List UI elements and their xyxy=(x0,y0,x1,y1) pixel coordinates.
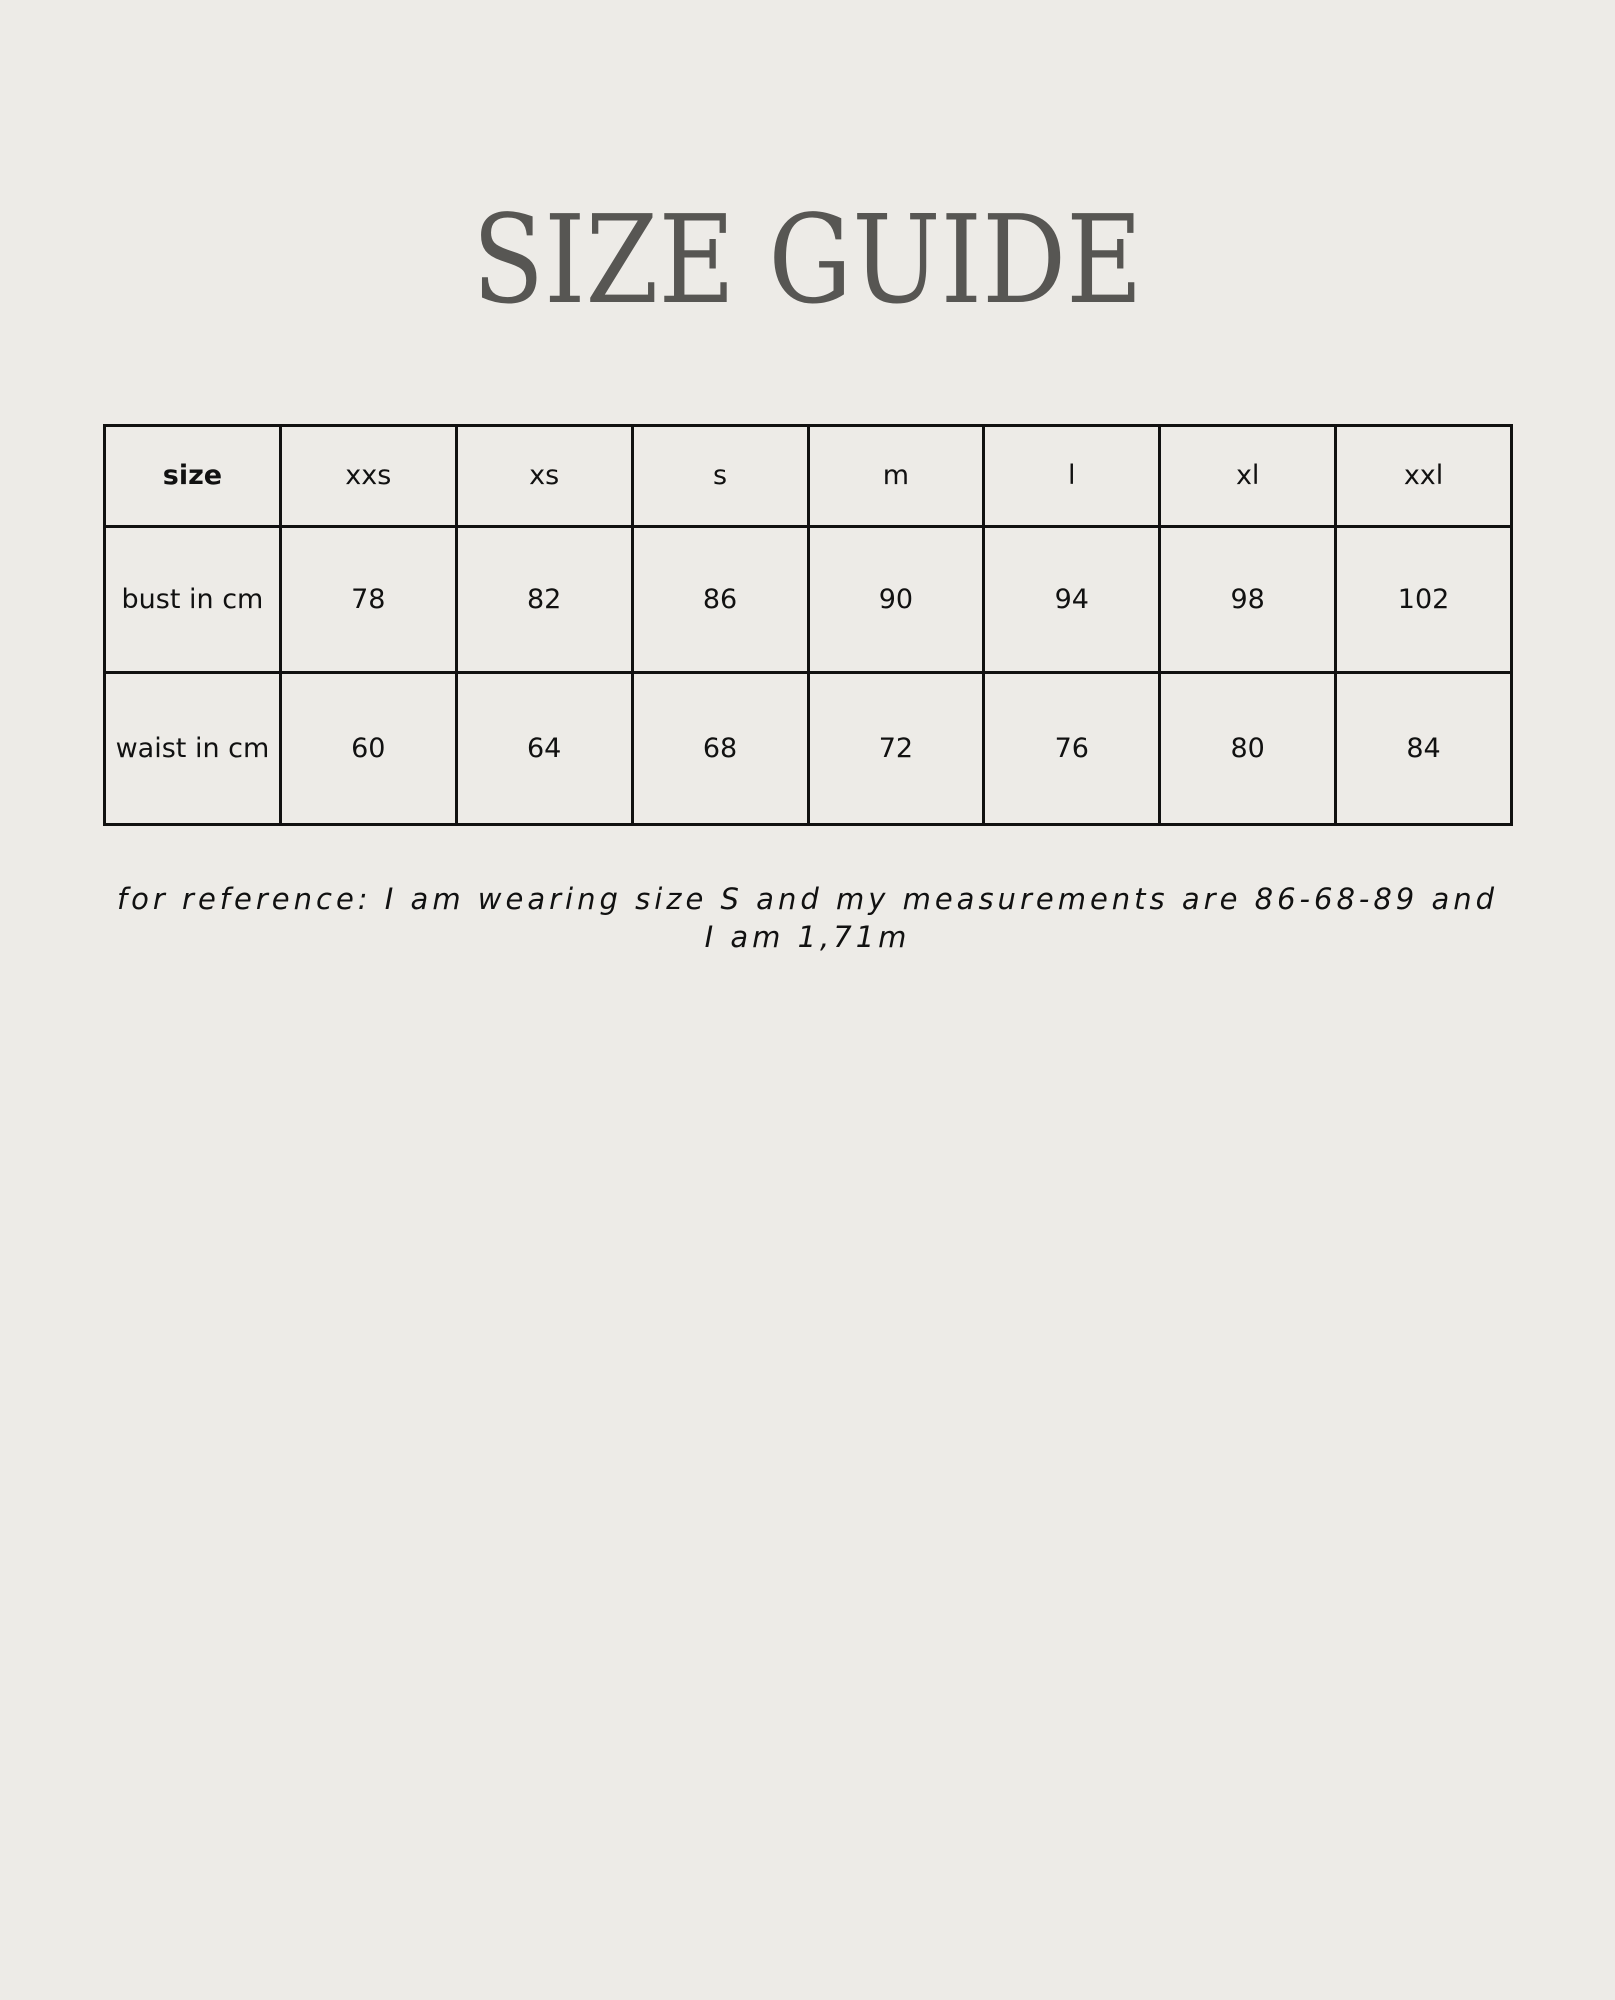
value-cell: 64 xyxy=(456,673,632,825)
table-header-row xyxy=(105,426,1512,527)
header-label-cell: size xyxy=(105,426,281,527)
value-cell: 76 xyxy=(984,673,1160,825)
row-label-cell: bust in cm xyxy=(105,527,281,673)
size-header-cell: xxs xyxy=(280,426,456,527)
size-header-cell: xs xyxy=(456,426,632,527)
value-cell: 82 xyxy=(456,527,632,673)
table-row-waist xyxy=(105,673,1512,825)
value-cell: 72 xyxy=(808,673,984,825)
value-cell: 90 xyxy=(808,527,984,673)
reference-note xyxy=(0,880,1615,956)
size-header-cell: xl xyxy=(1160,426,1336,527)
value-cell: 84 xyxy=(1336,673,1512,825)
row-label-cell: waist in cm xyxy=(105,673,281,825)
size-header-cell: xxl xyxy=(1336,426,1512,527)
value-cell: 80 xyxy=(1160,673,1336,825)
value-cell: 68 xyxy=(632,673,808,825)
value-cell: 60 xyxy=(280,673,456,825)
size-header-cell: s xyxy=(632,426,808,527)
value-cell: 98 xyxy=(1160,527,1336,673)
size-header-cell: l xyxy=(984,426,1160,527)
size-table xyxy=(103,424,1513,826)
page-title: SIZE GUIDE xyxy=(472,189,1143,331)
value-cell: 94 xyxy=(984,527,1160,673)
value-cell: 78 xyxy=(280,527,456,673)
reference-note-line: for reference: I am wearing size S and my measurements are 86-68-89 and xyxy=(116,882,1499,916)
value-cell: 86 xyxy=(632,527,808,673)
size-header-cell: m xyxy=(808,426,984,527)
reference-note-line: I am 1,71m xyxy=(704,920,911,954)
table-row-bust xyxy=(105,527,1512,673)
value-cell: 102 xyxy=(1336,527,1512,673)
